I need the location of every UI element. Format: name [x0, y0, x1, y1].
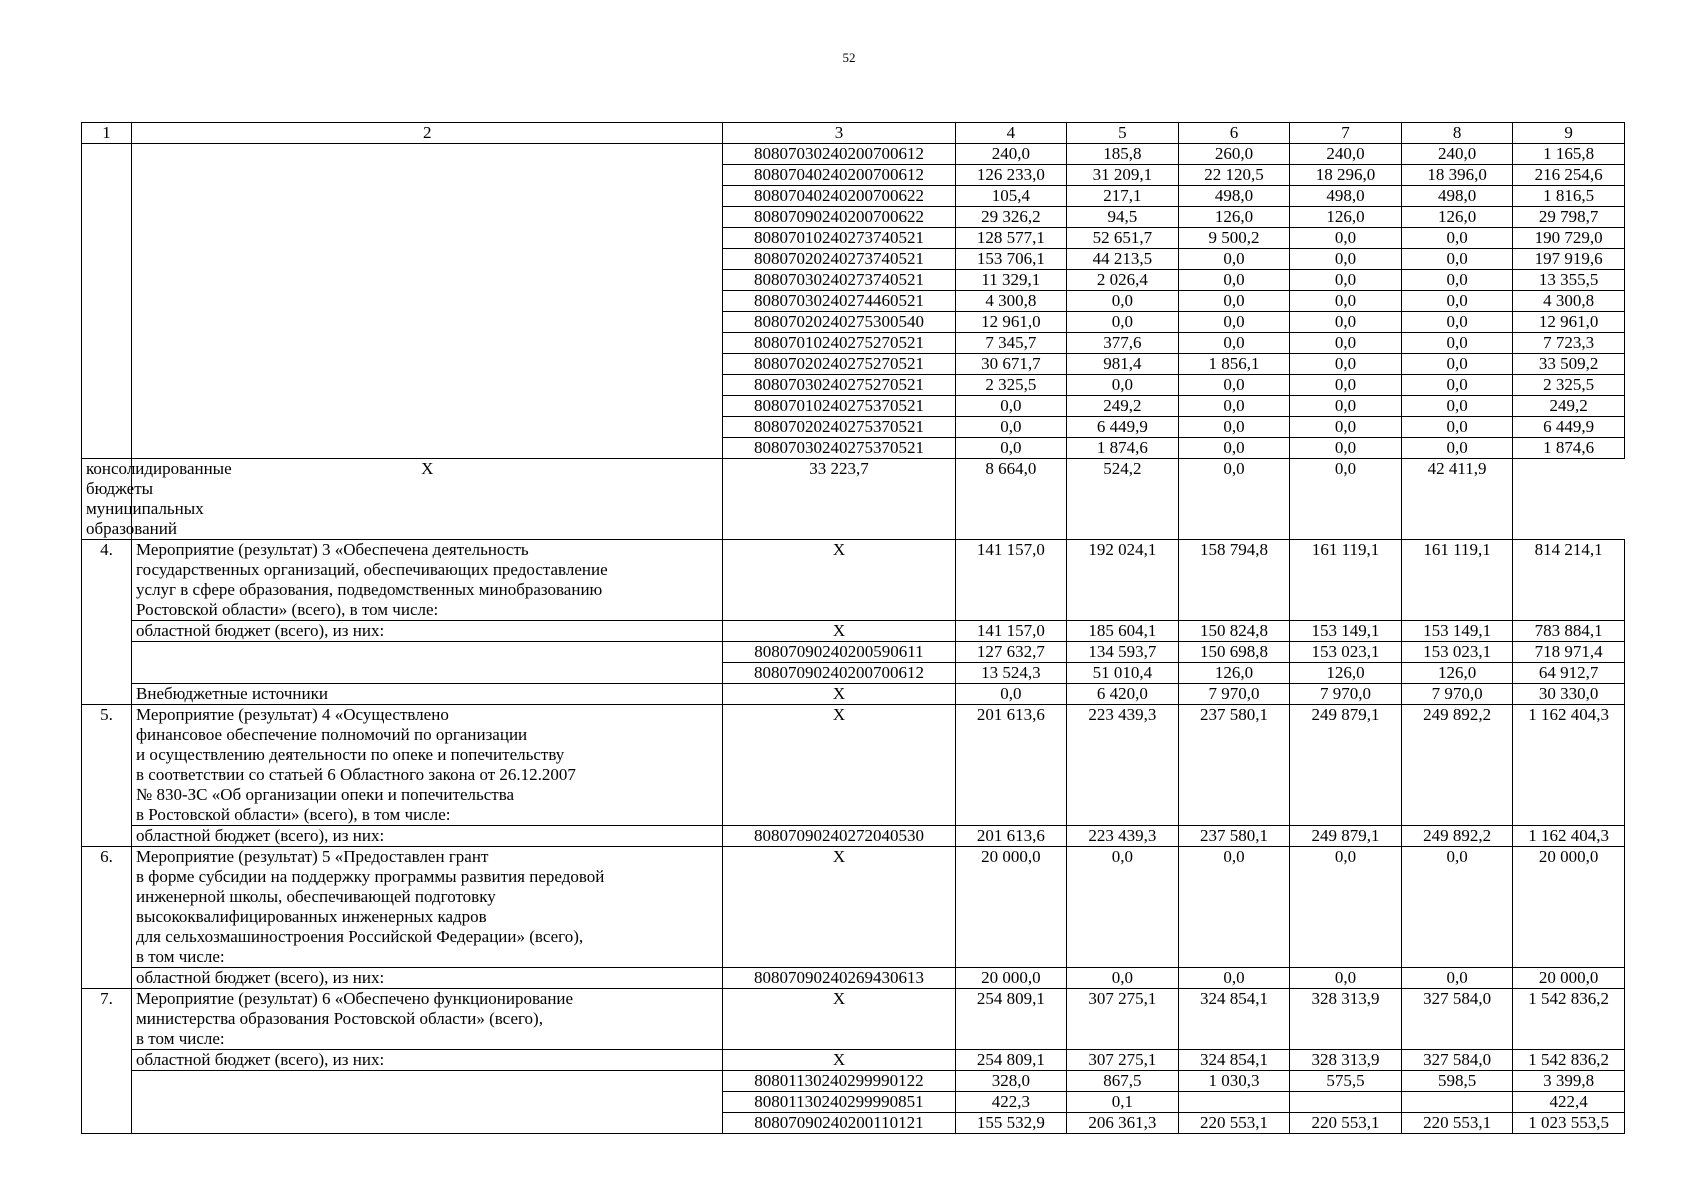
- value-cell: 42 411,9: [1401, 459, 1513, 540]
- value-cell: 2 026,4: [1067, 270, 1179, 291]
- value-cell: [1401, 1092, 1513, 1113]
- value-cell: 718 971,4: [1513, 642, 1625, 663]
- value-cell: 153 149,1: [1401, 621, 1513, 642]
- budget-code-cell: 80807040240200700612: [723, 165, 955, 186]
- value-cell: 33 223,7: [723, 459, 955, 540]
- row-number-cell: 4.: [82, 540, 132, 705]
- value-cell: 0,0: [1401, 333, 1513, 354]
- header-cell: 9: [1513, 123, 1625, 144]
- value-cell: 7 970,0: [1178, 684, 1290, 705]
- budget-code-cell: 80807010240275270521: [723, 333, 955, 354]
- header-cell: 3: [723, 123, 955, 144]
- value-cell: 249 879,1: [1290, 705, 1402, 826]
- value-cell: 240,0: [1401, 144, 1513, 165]
- value-cell: 0,0: [955, 438, 1067, 459]
- value-cell: 0,0: [1290, 968, 1402, 989]
- value-cell: 0,0: [1401, 968, 1513, 989]
- value-cell: 158 794,8: [1178, 540, 1290, 621]
- value-cell: 0,0: [1290, 375, 1402, 396]
- value-cell: 2 325,5: [1513, 375, 1625, 396]
- table-row: [82, 1071, 1625, 1092]
- table-row: [82, 621, 1625, 642]
- value-cell: 1 816,5: [1513, 186, 1625, 207]
- description-cell: Мероприятие (результат) 5 «Предоставлен грант в форме субсидии на поддержку программы развития передовой инженерной школы, обеспечивающей подготовку высококвалифицированных инженерных кадров для сельхозмашиностроения Российской Федерации» (всего), в том числе:: [132, 847, 723, 968]
- value-cell: 0,0: [1401, 847, 1513, 968]
- value-cell: 64 912,7: [1513, 663, 1625, 684]
- value-cell: 0,0: [1290, 396, 1402, 417]
- value-cell: [1178, 1092, 1290, 1113]
- value-cell: 240,0: [955, 144, 1067, 165]
- value-cell: 134 593,7: [1067, 642, 1179, 663]
- header-cell: 4: [955, 123, 1067, 144]
- value-cell: 1 023 553,5: [1513, 1113, 1625, 1134]
- value-cell: 29 326,2: [955, 207, 1067, 228]
- page-number: 52: [842, 50, 856, 65]
- value-cell: 254 809,1: [955, 1050, 1067, 1071]
- value-cell: 153 149,1: [1290, 621, 1402, 642]
- header-cell: 6: [1178, 123, 1290, 144]
- value-cell: 981,4: [1067, 354, 1179, 375]
- table-row: [82, 968, 1625, 989]
- table-row: [82, 684, 1625, 705]
- value-cell: 0,0: [1067, 312, 1179, 333]
- value-cell: 94,5: [1067, 207, 1179, 228]
- budget-code-cell: 80807020240275370521: [723, 417, 955, 438]
- value-cell: 249,2: [1513, 396, 1625, 417]
- value-cell: 105,4: [955, 186, 1067, 207]
- budget-code-cell: 80807010240275370521: [723, 396, 955, 417]
- value-cell: 141 157,0: [955, 621, 1067, 642]
- value-cell: 220 553,1: [1290, 1113, 1402, 1134]
- value-cell: 0,0: [1290, 438, 1402, 459]
- value-cell: 0,0: [1401, 270, 1513, 291]
- value-cell: 0,0: [1067, 375, 1179, 396]
- value-cell: 153 023,1: [1290, 642, 1402, 663]
- description-cell: Мероприятие (результат) 4 «Осуществлено финансовое обеспечение полномочий по организации и осуществлению деятельности по опеке и попечительству в соответствии со статьей 6 Областного закона от 26.12.2007 № 830-ЗС «Об организации опеки и попечительства в Ростовской области» (всего), в том числе:: [132, 705, 723, 826]
- budget-code-cell: 80807030240274460521: [723, 291, 955, 312]
- value-cell: 0,0: [955, 684, 1067, 705]
- budget-code-cell: 80807090240200700612: [723, 663, 955, 684]
- description-cell: областной бюджет (всего), из них:: [132, 968, 723, 989]
- value-cell: 783 884,1: [1513, 621, 1625, 642]
- value-cell: 498,0: [1178, 186, 1290, 207]
- value-cell: 3 399,8: [1513, 1071, 1625, 1092]
- value-cell: 161 119,1: [1290, 540, 1402, 621]
- value-cell: 0,0: [1290, 354, 1402, 375]
- table-row: [82, 847, 1625, 968]
- value-cell: 18 396,0: [1401, 165, 1513, 186]
- value-cell: 217,1: [1067, 186, 1179, 207]
- value-cell: 126 233,0: [955, 165, 1067, 186]
- value-cell: 0,0: [1067, 847, 1179, 968]
- value-cell: 0,0: [1401, 291, 1513, 312]
- budget-code-cell: X: [723, 684, 955, 705]
- value-cell: 52 651,7: [1067, 228, 1179, 249]
- value-cell: 20 000,0: [1513, 968, 1625, 989]
- value-cell: 20 000,0: [955, 847, 1067, 968]
- value-cell: 0,0: [1401, 438, 1513, 459]
- value-cell: 1 874,6: [1513, 438, 1625, 459]
- header-cell: 7: [1290, 123, 1402, 144]
- value-cell: 0,0: [1401, 312, 1513, 333]
- value-cell: 0,0: [1067, 291, 1179, 312]
- value-cell: 237 580,1: [1178, 826, 1290, 847]
- header-row: [82, 123, 1625, 144]
- value-cell: 0,0: [1178, 375, 1290, 396]
- value-cell: 20 000,0: [1513, 847, 1625, 968]
- value-cell: 4 300,8: [1513, 291, 1625, 312]
- value-cell: 0,0: [1290, 228, 1402, 249]
- value-cell: 12 961,0: [1513, 312, 1625, 333]
- value-cell: 0,0: [1178, 438, 1290, 459]
- budget-code-cell: 80807030240275270521: [723, 375, 955, 396]
- value-cell: 1 874,6: [1067, 438, 1179, 459]
- value-cell: 192 024,1: [1067, 540, 1179, 621]
- budget-code-cell: 80807020240275300540: [723, 312, 955, 333]
- value-cell: 307 275,1: [1067, 1050, 1179, 1071]
- value-cell: 7 723,3: [1513, 333, 1625, 354]
- value-cell: 0,0: [1401, 375, 1513, 396]
- value-cell: 328 313,9: [1290, 1050, 1402, 1071]
- value-cell: 0,0: [1290, 459, 1402, 540]
- budget-code-cell: 80807040240200700622: [723, 186, 955, 207]
- value-cell: 6 449,9: [1513, 417, 1625, 438]
- value-cell: 20 000,0: [955, 968, 1067, 989]
- value-cell: 141 157,0: [955, 540, 1067, 621]
- value-cell: 126,0: [1178, 663, 1290, 684]
- value-cell: 327 584,0: [1401, 989, 1513, 1050]
- value-cell: 161 119,1: [1401, 540, 1513, 621]
- row-number-cell: [82, 144, 132, 459]
- table-row: [82, 540, 1625, 621]
- value-cell: 598,5: [1401, 1071, 1513, 1092]
- value-cell: 1 030,3: [1178, 1071, 1290, 1092]
- budget-code-cell: 80807090240272040530: [723, 826, 955, 847]
- value-cell: 260,0: [1178, 144, 1290, 165]
- value-cell: 1 162 404,3: [1513, 705, 1625, 826]
- budget-code-cell: X: [723, 540, 955, 621]
- value-cell: 128 577,1: [955, 228, 1067, 249]
- budget-code-cell: X: [132, 459, 723, 540]
- value-cell: 1 856,1: [1178, 354, 1290, 375]
- budget-code-cell: X: [723, 621, 955, 642]
- value-cell: 153 706,1: [955, 249, 1067, 270]
- budget-code-cell: X: [723, 989, 955, 1050]
- budget-code-cell: 80807030240273740521: [723, 270, 955, 291]
- value-cell: 126,0: [1290, 207, 1402, 228]
- value-cell: 1 165,8: [1513, 144, 1625, 165]
- value-cell: 249 892,2: [1401, 826, 1513, 847]
- value-cell: 307 275,1: [1067, 989, 1179, 1050]
- value-cell: 223 439,3: [1067, 705, 1179, 826]
- value-cell: 8 664,0: [955, 459, 1067, 540]
- value-cell: 0,0: [1401, 417, 1513, 438]
- value-cell: 0,0: [1290, 270, 1402, 291]
- value-cell: 0,0: [1401, 396, 1513, 417]
- value-cell: 4 300,8: [955, 291, 1067, 312]
- value-cell: 0,0: [955, 417, 1067, 438]
- description-cell: [132, 1071, 723, 1134]
- value-cell: 7 345,7: [955, 333, 1067, 354]
- value-cell: 0,0: [1067, 968, 1179, 989]
- value-cell: 1 542 836,2: [1513, 989, 1625, 1050]
- value-cell: 328 313,9: [1290, 989, 1402, 1050]
- row-number-cell: 5.: [82, 705, 132, 847]
- value-cell: 126,0: [1178, 207, 1290, 228]
- value-cell: 498,0: [1290, 186, 1402, 207]
- budget-code-cell: 80807020240275270521: [723, 354, 955, 375]
- value-cell: 1 542 836,2: [1513, 1050, 1625, 1071]
- value-cell: 33 509,2: [1513, 354, 1625, 375]
- value-cell: 237 580,1: [1178, 705, 1290, 826]
- value-cell: 0,0: [1290, 249, 1402, 270]
- table-row: [82, 826, 1625, 847]
- budget-code-cell: X: [723, 705, 955, 826]
- description-cell: областной бюджет (всего), из них:: [132, 1050, 723, 1071]
- value-cell: 13 355,5: [1513, 270, 1625, 291]
- header-cell: 5: [1067, 123, 1179, 144]
- value-cell: 51 010,4: [1067, 663, 1179, 684]
- description-cell: консолидированные бюджеты муниципальных образований: [82, 459, 132, 540]
- table-row: [82, 144, 1625, 165]
- value-cell: 249,2: [1067, 396, 1179, 417]
- row-number-cell: 6.: [82, 847, 132, 989]
- value-cell: 0,0: [1290, 847, 1402, 968]
- value-cell: 30 330,0: [1513, 684, 1625, 705]
- value-cell: 220 553,1: [1178, 1113, 1290, 1134]
- value-cell: 44 213,5: [1067, 249, 1179, 270]
- value-cell: [1290, 1092, 1402, 1113]
- header-cell: 2: [132, 123, 723, 144]
- value-cell: 185 604,1: [1067, 621, 1179, 642]
- budget-table: [81, 122, 1625, 1134]
- value-cell: 22 120,5: [1178, 165, 1290, 186]
- value-cell: 6 420,0: [1067, 684, 1179, 705]
- value-cell: 155 532,9: [955, 1113, 1067, 1134]
- value-cell: 12 961,0: [955, 312, 1067, 333]
- value-cell: 126,0: [1401, 663, 1513, 684]
- value-cell: 0,0: [1290, 333, 1402, 354]
- value-cell: 216 254,6: [1513, 165, 1625, 186]
- budget-code-cell: 80807030240275370521: [723, 438, 955, 459]
- table-row: [82, 705, 1625, 826]
- description-cell: областной бюджет (всего), из них:: [132, 621, 723, 642]
- value-cell: 150 698,8: [1178, 642, 1290, 663]
- value-cell: 223 439,3: [1067, 826, 1179, 847]
- value-cell: 126,0: [1401, 207, 1513, 228]
- value-cell: 0,0: [1401, 354, 1513, 375]
- description-cell: Мероприятие (результат) 6 «Обеспечено функционирование министерства образования Ростовской области» (всего), в том числе:: [132, 989, 723, 1050]
- budget-code-cell: 80807090240200110121: [723, 1113, 955, 1134]
- value-cell: 11 329,1: [955, 270, 1067, 291]
- value-cell: 190 729,0: [1513, 228, 1625, 249]
- table-row: [82, 459, 1625, 540]
- budget-code-cell: X: [723, 1050, 955, 1071]
- description-cell: [132, 642, 723, 684]
- value-cell: 30 671,7: [955, 354, 1067, 375]
- value-cell: 0,0: [1178, 968, 1290, 989]
- value-cell: 201 613,6: [955, 705, 1067, 826]
- value-cell: 18 296,0: [1290, 165, 1402, 186]
- value-cell: 0,0: [955, 396, 1067, 417]
- value-cell: 7 970,0: [1401, 684, 1513, 705]
- value-cell: 31 209,1: [1067, 165, 1179, 186]
- description-cell: Внебюджетные источники: [132, 684, 723, 705]
- value-cell: 1 162 404,3: [1513, 826, 1625, 847]
- value-cell: 0,0: [1178, 249, 1290, 270]
- value-cell: 0,0: [1178, 291, 1290, 312]
- value-cell: 328,0: [955, 1071, 1067, 1092]
- value-cell: 6 449,9: [1067, 417, 1179, 438]
- value-cell: 0,0: [1290, 312, 1402, 333]
- value-cell: 185,8: [1067, 144, 1179, 165]
- table-row: [82, 642, 1625, 663]
- value-cell: 0,1: [1067, 1092, 1179, 1113]
- value-cell: 324 854,1: [1178, 1050, 1290, 1071]
- value-cell: 0,0: [1290, 291, 1402, 312]
- value-cell: 422,4: [1513, 1092, 1625, 1113]
- value-cell: 197 919,6: [1513, 249, 1625, 270]
- budget-code-cell: 80807030240200700612: [723, 144, 955, 165]
- value-cell: 0,0: [1178, 312, 1290, 333]
- value-cell: 324 854,1: [1178, 989, 1290, 1050]
- value-cell: 422,3: [955, 1092, 1067, 1113]
- budget-code-cell: 80801130240299990851: [723, 1092, 955, 1113]
- budget-code-cell: X: [723, 847, 955, 968]
- value-cell: 0,0: [1178, 333, 1290, 354]
- value-cell: 0,0: [1401, 228, 1513, 249]
- description-cell: [132, 144, 723, 459]
- value-cell: 524,2: [1067, 459, 1179, 540]
- value-cell: 153 023,1: [1401, 642, 1513, 663]
- header-cell: 8: [1401, 123, 1513, 144]
- value-cell: 206 361,3: [1067, 1113, 1179, 1134]
- value-cell: 126,0: [1290, 663, 1402, 684]
- value-cell: 0,0: [1290, 417, 1402, 438]
- description-cell: Мероприятие (результат) 3 «Обеспечена деятельность государственных организаций, обеспечивающих предоставление услуг в сфере образования, подведомственных минобразованию Ростовской области» (всего), в том числе:: [132, 540, 723, 621]
- value-cell: 0,0: [1178, 270, 1290, 291]
- value-cell: 220 553,1: [1401, 1113, 1513, 1134]
- value-cell: 249 879,1: [1290, 826, 1402, 847]
- value-cell: 9 500,2: [1178, 228, 1290, 249]
- value-cell: 814 214,1: [1513, 540, 1625, 621]
- value-cell: 249 892,2: [1401, 705, 1513, 826]
- value-cell: 0,0: [1178, 417, 1290, 438]
- value-cell: 0,0: [1178, 396, 1290, 417]
- table-row: [82, 989, 1625, 1050]
- budget-code-cell: 80807010240273740521: [723, 228, 955, 249]
- value-cell: 254 809,1: [955, 989, 1067, 1050]
- value-cell: 867,5: [1067, 1071, 1179, 1092]
- value-cell: 498,0: [1401, 186, 1513, 207]
- budget-code-cell: 80807090240200590611: [723, 642, 955, 663]
- value-cell: 150 824,8: [1178, 621, 1290, 642]
- value-cell: 201 613,6: [955, 826, 1067, 847]
- value-cell: 7 970,0: [1290, 684, 1402, 705]
- value-cell: 327 584,0: [1401, 1050, 1513, 1071]
- description-cell: областной бюджет (всего), из них:: [132, 826, 723, 847]
- value-cell: 575,5: [1290, 1071, 1402, 1092]
- value-cell: 0,0: [1401, 249, 1513, 270]
- budget-code-cell: 80801130240299990122: [723, 1071, 955, 1092]
- budget-code-cell: 80807090240200700622: [723, 207, 955, 228]
- value-cell: 13 524,3: [955, 663, 1067, 684]
- row-number-cell: 7.: [82, 989, 132, 1134]
- value-cell: 0,0: [1178, 459, 1290, 540]
- budget-code-cell: 80807090240269430613: [723, 968, 955, 989]
- value-cell: 127 632,7: [955, 642, 1067, 663]
- header-cell: 1: [82, 123, 132, 144]
- value-cell: 0,0: [1178, 847, 1290, 968]
- value-cell: 29 798,7: [1513, 207, 1625, 228]
- value-cell: 240,0: [1290, 144, 1402, 165]
- value-cell: 2 325,5: [955, 375, 1067, 396]
- table-row: [82, 1050, 1625, 1071]
- budget-code-cell: 80807020240273740521: [723, 249, 955, 270]
- value-cell: 377,6: [1067, 333, 1179, 354]
